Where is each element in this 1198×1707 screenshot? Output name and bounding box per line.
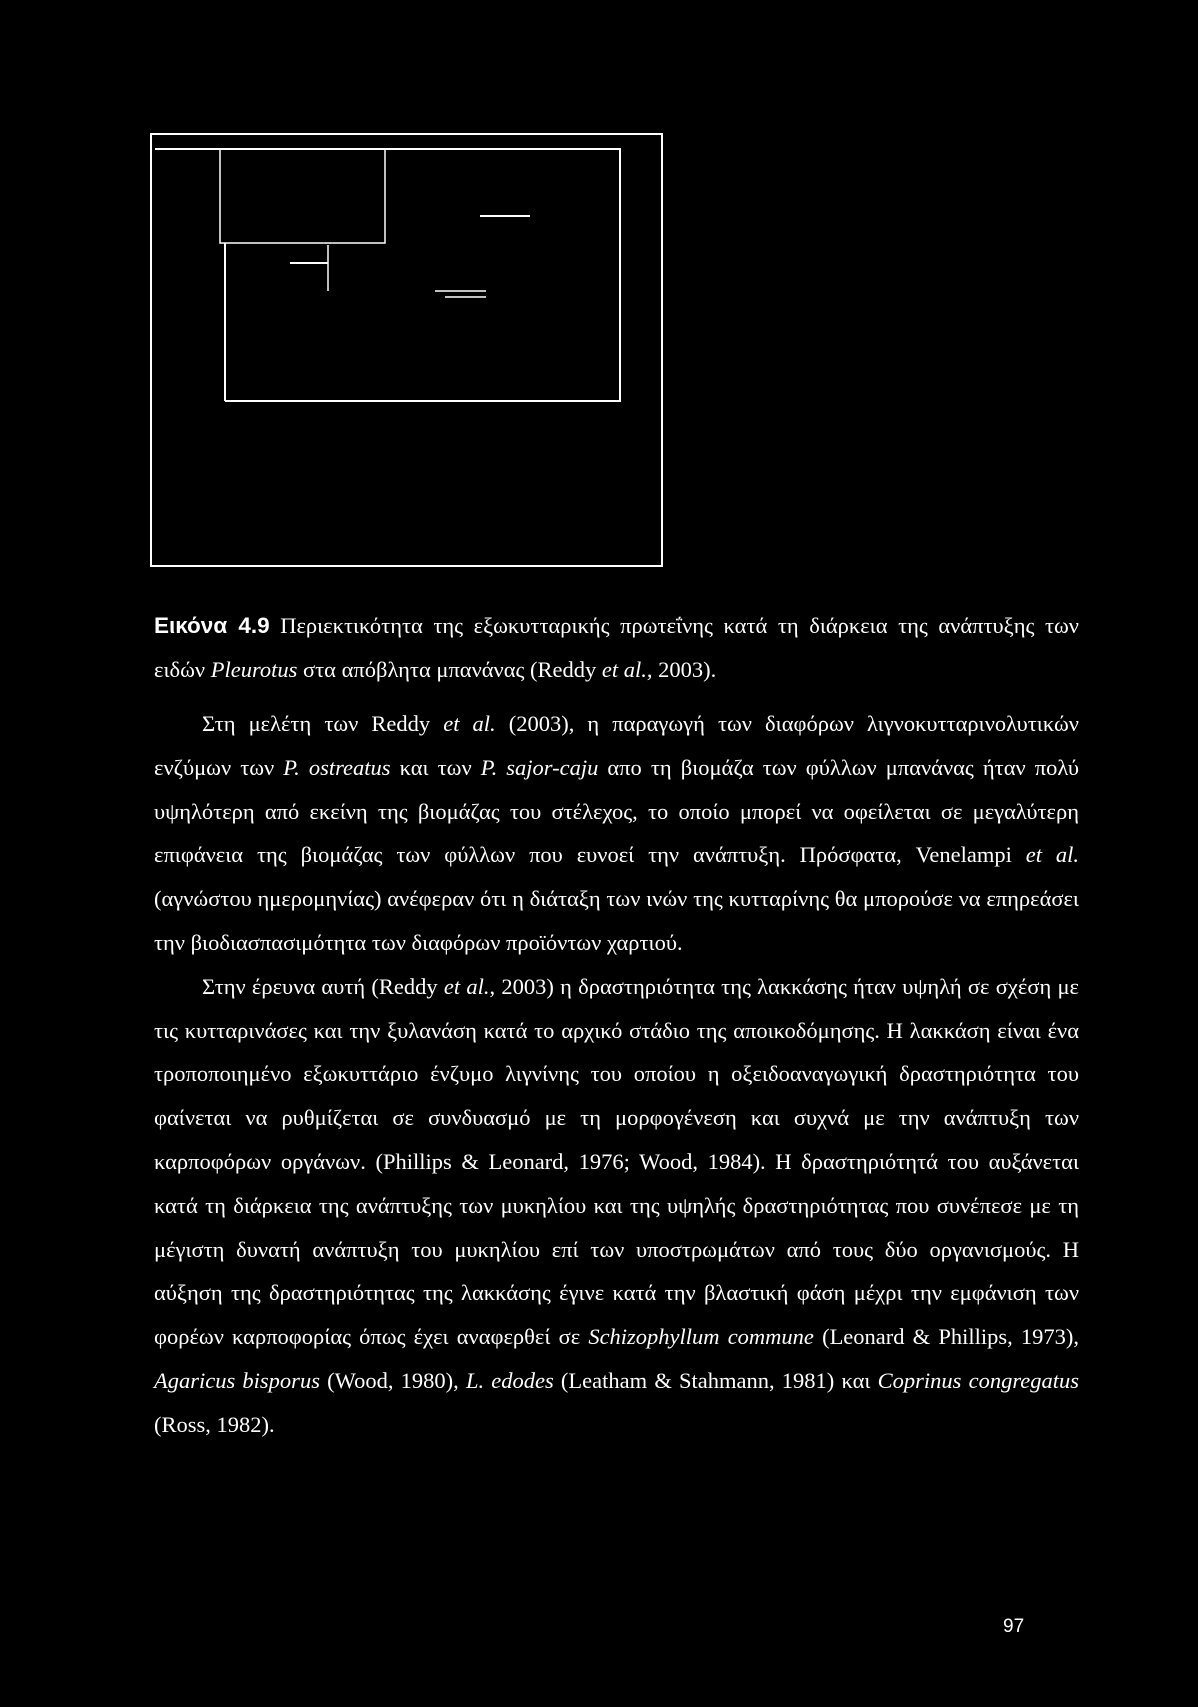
- p2-species-4: Coprinus congregatus: [877, 1367, 1079, 1393]
- caption-etal: et al.: [601, 657, 647, 682]
- figure-caption: [154, 604, 1079, 692]
- p2-text-3: (Leonard & Phillips, 1973),: [813, 1324, 1079, 1350]
- p2-text-6: (Ross, 1982).: [154, 1411, 275, 1437]
- paragraph-1: [154, 702, 1079, 965]
- figure-outer-frame: [151, 134, 662, 566]
- p2-etal-1: et al.: [443, 973, 490, 999]
- figure-legend-box: [220, 149, 385, 243]
- p1-species-2: P. sajor-caju: [480, 754, 599, 780]
- page-number: 97: [1003, 1616, 1025, 1637]
- p1-text-4: απο τη βιομάζα των φύλλων μπανάνας ήταν πολύ υψηλότερη από εκείνη της βιομάζας του στέλεχος, το οποίο μπορεί να οφείλεται σε μεγαλύτερη επιφάνεια της βιομάζας των φύλλων που ευνοεί την ανάπτυξη. Πρόσφατα, Venelampi: [154, 754, 1079, 868]
- p2-species-2: Agaricus bisporus: [154, 1367, 320, 1393]
- caption-text-3: , 2003).: [646, 657, 717, 682]
- p2-text-4: (Wood, 1980),: [319, 1367, 466, 1393]
- caption-label: Εικόνα 4.9: [154, 613, 270, 638]
- p1-species-1: P. ostreatus: [283, 754, 391, 780]
- p2-species-3: L. edodes: [465, 1367, 554, 1393]
- p1-text-5: (αγνώστου ημερομηνίας) ανέφεραν ότι η διάταξη των ινών της κυτταρίνης θα μπορούσε να επηρεάσει την βιοδιασπασιμότητα των διαφόρων προϊόντων χαρτιού.: [154, 886, 1079, 955]
- p2-text-1: Στην έρευνα αυτή (Reddy: [202, 973, 444, 999]
- figure-placeholder-drawing: [150, 133, 665, 569]
- p2-text-5: (Leatham & Stahmann, 1981) και: [553, 1367, 878, 1393]
- p1-text-2: (2003), η παραγωγή των διαφόρων λιγνοκυτταρινολυτικών ενζύμων των: [154, 711, 1079, 780]
- caption-text-2: στα απόβλητα μπανάνας (Reddy: [297, 657, 602, 682]
- p1-text-3: και των: [390, 754, 481, 780]
- p2-species-1: Schizophyllum commune: [588, 1324, 814, 1350]
- body-text: [154, 702, 1079, 1447]
- paragraph-2: [154, 965, 1079, 1447]
- figure-chart-area: [150, 133, 665, 569]
- p1-etal-2: et al.: [1025, 842, 1079, 868]
- p1-text-1: Στη μελέτη των Reddy: [202, 711, 444, 736]
- caption-text-1: Περιεκτικότητα της εξωκυτταρικής πρωτεΐνης κατά τη διάρκεια της ανάπτυξης των ειδών: [154, 613, 1079, 682]
- caption-genus: Pleurotus: [210, 657, 298, 682]
- p1-etal-1: et al.: [443, 711, 496, 736]
- p2-text-2: , 2003) η δραστηριότητα της λακκάσης ήταν υψηλή σε σχέση με τις κυτταρινάσες και την ξυλανάση κατά το αρχικό στάδιο της αποικοδόμησης. Η λακκάση είναι ένα τροποποιημένο εξωκυττάριο ένζυμο λιγνίνης του οποίου η οξειδοαναγωγική δραστηριότητα του φαίνεται να ρυθμίζεται σε συνδυασμό με τη μορφογένεση και συχνά με την ανάπτυξη των καρποφόρων οργάνων. (Phillips & Leonard, 1976; Wood, 1984). Η δραστηριότητά του αυξάνεται κατά τη διάρκεια της ανάπτυξης των μυκηλίου και της υψηλής δραστηριότητας που συνέπεσε με τη μέγιστη δυνατή ανάπτυξη του μυκηλίου επί των υποστρωμάτων από τους δύο οργανισμούς. Η αύξηση της δραστηριότητας της λακκάσης έγινε κατά την βλαστική φάση μέχρι την εμφάνιση των φορέων καρποφορίας όπως έχει αναφερθεί σε: [154, 973, 1079, 1350]
